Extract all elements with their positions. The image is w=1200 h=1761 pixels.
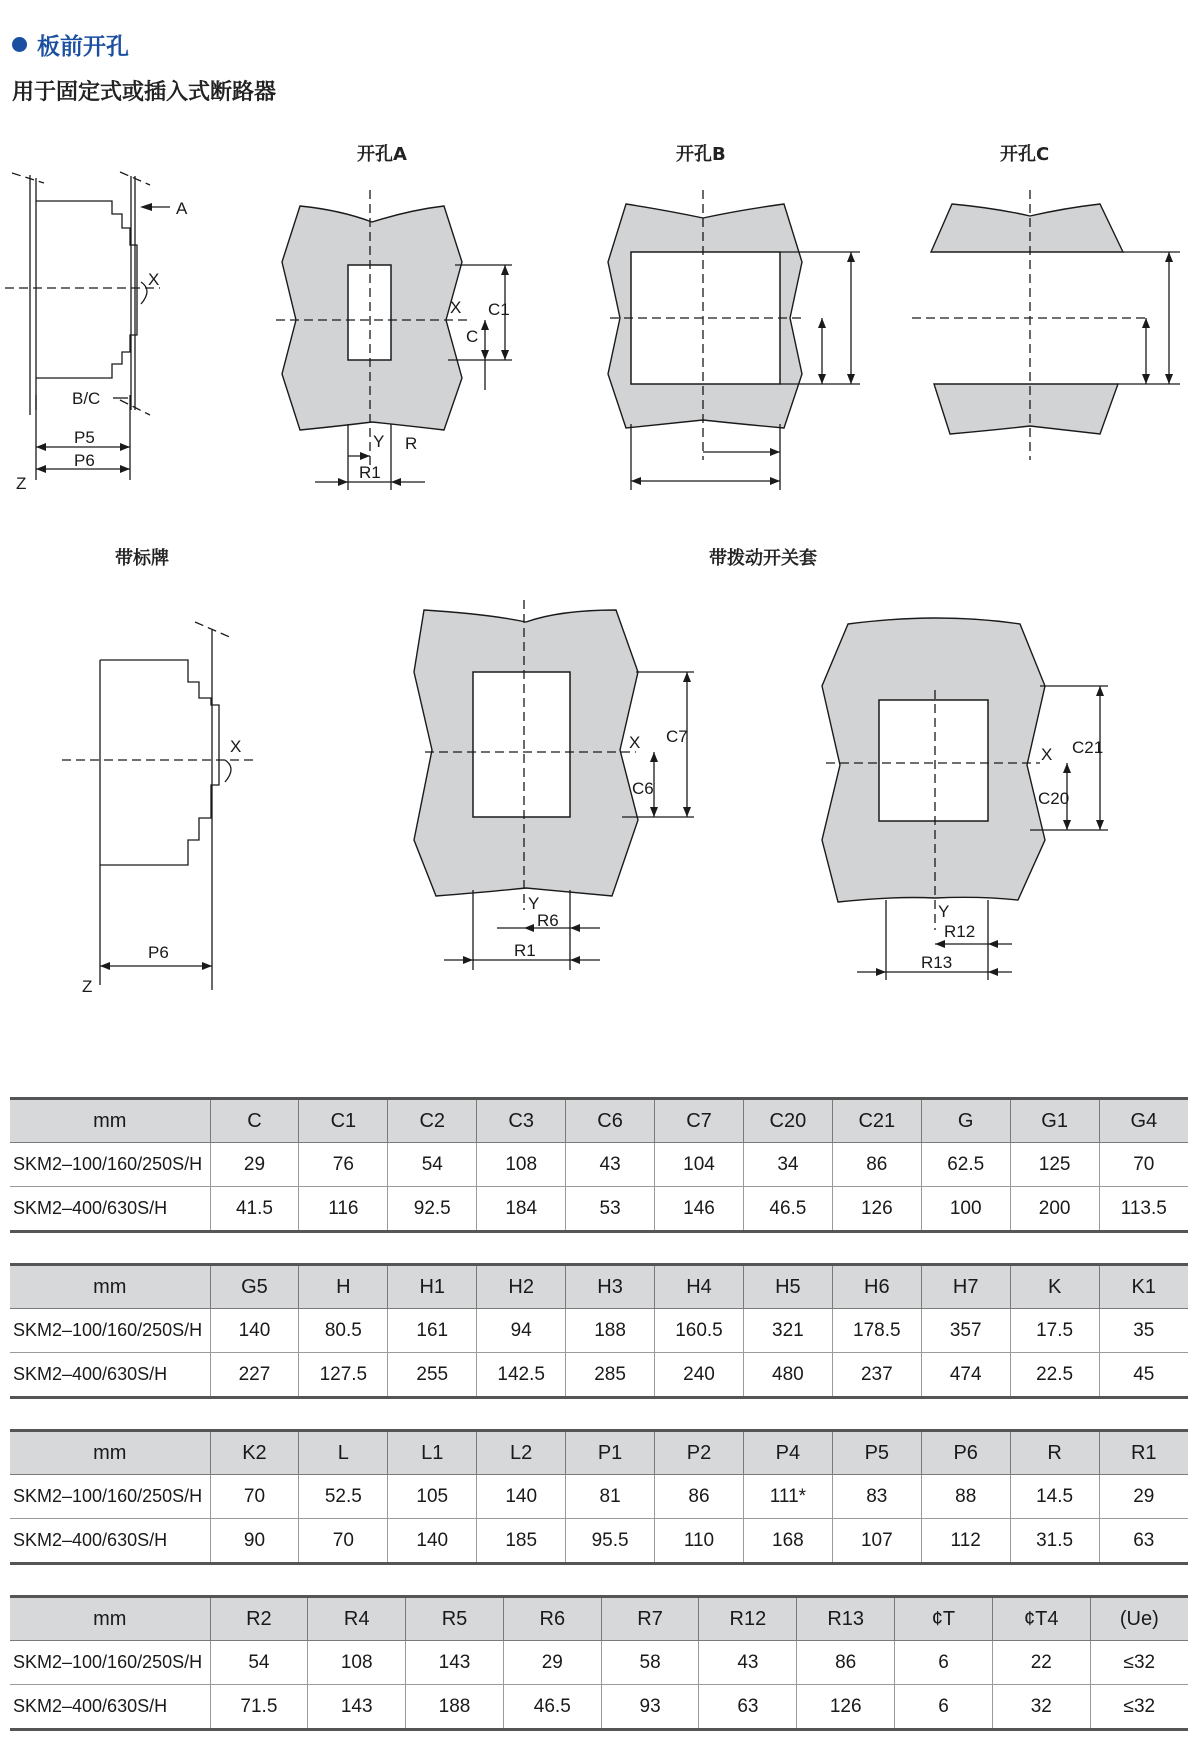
value-cell: 100 [921,1187,1010,1232]
table-header-row [10,1099,1188,1143]
value-cell: 160.5 [655,1309,744,1353]
header-cell: mm [10,1431,210,1475]
header-cell: P5 [832,1431,921,1475]
value-cell: 70 [1099,1143,1188,1187]
header-cell: R12 [699,1597,797,1641]
nameplate-title: 带标牌 [115,548,169,569]
spec-tables [10,1097,1188,1761]
section-subtitle: 用于固定式或插入式断路器 [12,80,277,105]
value-cell: 63 [699,1685,797,1730]
header-cell: L2 [477,1431,566,1475]
label-p6: P6 [74,451,95,470]
header-cell: K1 [1099,1265,1188,1309]
header-cell: H1 [388,1265,477,1309]
model-cell: SKM2–400/630S/H [10,1187,210,1232]
header-cell: R7 [601,1597,699,1641]
value-cell: 357 [921,1309,1010,1353]
header-cell: R6 [503,1597,601,1641]
header-cell: H [299,1265,388,1309]
toggle-left-label-c6: C6 [632,779,654,798]
value-cell: 81 [566,1475,655,1519]
cutout-a-label-r1: R1 [359,463,381,482]
side-view-drawing [5,172,188,493]
table-row [10,1143,1188,1187]
header-cell: R2 [210,1597,308,1641]
value-cell: 140 [210,1309,299,1353]
header-cell: G [921,1099,1010,1143]
value-cell: ≤32 [1090,1641,1188,1685]
value-cell: 200 [1010,1187,1099,1232]
value-cell: 54 [210,1641,308,1685]
table-row [10,1187,1188,1232]
value-cell: 168 [743,1519,832,1564]
value-cell: 140 [388,1519,477,1564]
value-cell: 17.5 [1010,1309,1099,1353]
header-cell: P2 [655,1431,744,1475]
label-p5: P5 [74,428,95,447]
toggle-right-label-r13: R13 [921,953,953,972]
value-cell: 125 [1010,1143,1099,1187]
value-cell: 46.5 [503,1685,601,1730]
toggle-right-label-c21: C21 [1072,738,1104,757]
table-row [10,1685,1188,1730]
table-header-row [10,1431,1188,1475]
header-cell: mm [10,1099,210,1143]
header-cell: C21 [832,1099,921,1143]
model-cell: SKM2–400/630S/H [10,1685,210,1730]
header-cell: mm [10,1265,210,1309]
value-cell: 188 [406,1685,504,1730]
value-cell: 53 [566,1187,655,1232]
value-cell: 29 [210,1143,299,1187]
header-cell: P6 [921,1431,1010,1475]
value-cell: 88 [921,1475,1010,1519]
value-cell: 127.5 [299,1353,388,1398]
value-cell: 184 [477,1187,566,1232]
cutout-a-title: 开孔A [357,144,407,165]
header-cell: H5 [743,1265,832,1309]
value-cell: 43 [566,1143,655,1187]
header-cell: R1 [1099,1431,1188,1475]
value-cell: 188 [566,1309,655,1353]
value-cell: 41.5 [210,1187,299,1232]
header-cell: H6 [832,1265,921,1309]
cutout-c-drawing [912,190,1180,460]
value-cell: 54 [388,1143,477,1187]
cutout-c-title: 开孔C [1000,144,1050,165]
header-cell: C6 [566,1099,655,1143]
header-cell: K2 [210,1431,299,1475]
label-bc: B/C [72,389,101,408]
value-cell: 111* [743,1475,832,1519]
header-cell: L [299,1431,388,1475]
value-cell: 143 [406,1641,504,1685]
value-cell: 227 [210,1353,299,1398]
section-title-text: 板前开孔 [37,34,129,60]
model-cell: SKM2–100/160/250S/H [10,1309,210,1353]
value-cell: 62.5 [921,1143,1010,1187]
cutout-a-label-x: X [450,298,462,317]
header-cell: H2 [477,1265,566,1309]
value-cell: 29 [503,1641,601,1685]
value-cell: 71.5 [210,1685,308,1730]
value-cell: 86 [797,1641,895,1685]
value-cell: 70 [299,1519,388,1564]
value-cell: 52.5 [299,1475,388,1519]
value-cell: 146 [655,1187,744,1232]
value-cell: 255 [388,1353,477,1398]
model-cell: SKM2–400/630S/H [10,1353,210,1398]
value-cell: 6 [895,1641,993,1685]
header-cell: G4 [1099,1099,1188,1143]
header-cell: R4 [308,1597,406,1641]
value-cell: 161 [388,1309,477,1353]
value-cell: 480 [743,1353,832,1398]
value-cell: 29 [1099,1475,1188,1519]
table-header-row [10,1265,1188,1309]
value-cell: 22 [992,1641,1090,1685]
cutout-a-label-c: C [466,327,479,346]
table-row [10,1309,1188,1353]
toggle-right-label-x: X [1041,745,1053,764]
toggle-cover-left-drawing [414,600,694,970]
value-cell: 46.5 [743,1187,832,1232]
label-x: X [148,270,160,289]
value-cell: 140 [477,1475,566,1519]
value-cell: 94 [477,1309,566,1353]
header-cell: H3 [566,1265,655,1309]
header-cell: L1 [388,1431,477,1475]
value-cell: 285 [566,1353,655,1398]
cutout-b-title: 开孔B [676,144,726,165]
value-cell: 93 [601,1685,699,1730]
cutout-a-label-r: R [405,434,418,453]
header-cell: G1 [1010,1099,1099,1143]
toggle-left-label-x: X [629,733,641,752]
value-cell: 76 [299,1143,388,1187]
value-cell: 14.5 [1010,1475,1099,1519]
cutout-b-drawing [608,190,860,490]
value-cell: 108 [477,1143,566,1187]
toggle-right-label-c20: C20 [1038,789,1070,808]
value-cell: 34 [743,1143,832,1187]
header-cell: C [210,1099,299,1143]
toggle-right-label-y: Y [938,902,950,921]
value-cell: 110 [655,1519,744,1564]
model-cell: SKM2–400/630S/H [10,1519,210,1564]
cutout-a-drawing [276,190,512,490]
toggle-left-label-c7: C7 [666,727,688,746]
spec-table-1 [10,1097,1188,1233]
value-cell: 126 [832,1187,921,1232]
toggle-cover-title: 带拨动开关套 [709,548,817,569]
value-cell: 31.5 [1010,1519,1099,1564]
table-row [10,1475,1188,1519]
model-cell: SKM2–100/160/250S/H [10,1143,210,1187]
value-cell: 474 [921,1353,1010,1398]
model-cell: SKM2–100/160/250S/H [10,1641,210,1685]
value-cell: 240 [655,1353,744,1398]
value-cell: 113.5 [1099,1187,1188,1232]
header-cell: C7 [655,1099,744,1143]
label-a: A [176,199,188,218]
value-cell: 95.5 [566,1519,655,1564]
value-cell: 107 [832,1519,921,1564]
toggle-cover-right-drawing [822,618,1108,980]
value-cell: 80.5 [299,1309,388,1353]
value-cell: 70 [210,1475,299,1519]
value-cell: 58 [601,1641,699,1685]
cutout-a-label-c1: C1 [488,300,510,319]
value-cell: 105 [388,1475,477,1519]
nameplate-label-p6: P6 [148,943,169,962]
nameplate-label-z: Z [82,977,93,996]
header-cell: K [1010,1265,1099,1309]
header-cell: ¢T [895,1597,993,1641]
header-cell: R13 [797,1597,895,1641]
header-cell: C1 [299,1099,388,1143]
header-cell: mm [10,1597,210,1641]
value-cell: 142.5 [477,1353,566,1398]
value-cell: 185 [477,1519,566,1564]
header-cell: R5 [406,1597,504,1641]
value-cell: 45 [1099,1353,1188,1398]
header-cell: G5 [210,1265,299,1309]
value-cell: 178.5 [832,1309,921,1353]
value-cell: 143 [308,1685,406,1730]
spec-table-2 [10,1263,1188,1399]
model-cell: SKM2–100/160/250S/H [10,1475,210,1519]
cutout-a-label-y: Y [373,432,385,451]
spec-table-3 [10,1429,1188,1565]
value-cell: 43 [699,1641,797,1685]
header-cell: C20 [743,1099,832,1143]
table-row [10,1519,1188,1564]
value-cell: 237 [832,1353,921,1398]
nameplate-drawing [62,622,255,996]
value-cell: 63 [1099,1519,1188,1564]
toggle-left-label-r1: R1 [514,941,536,960]
label-z: Z [16,474,27,493]
toggle-left-label-y: Y [528,894,540,913]
value-cell: 86 [655,1475,744,1519]
value-cell: 90 [210,1519,299,1564]
header-cell: P4 [743,1431,832,1475]
header-cell: (Ue) [1090,1597,1188,1641]
value-cell: 108 [308,1641,406,1685]
value-cell: 92.5 [388,1187,477,1232]
value-cell: 6 [895,1685,993,1730]
value-cell: 22.5 [1010,1353,1099,1398]
header-cell: H4 [655,1265,744,1309]
value-cell: 104 [655,1143,744,1187]
table-row [10,1641,1188,1685]
header-cell: H7 [921,1265,1010,1309]
header-cell: C3 [477,1099,566,1143]
header-cell: P1 [566,1431,655,1475]
toggle-right-label-r12: R12 [944,922,976,941]
value-cell: 35 [1099,1309,1188,1353]
value-cell: ≤32 [1090,1685,1188,1730]
value-cell: 83 [832,1475,921,1519]
spec-table-4 [10,1595,1188,1731]
value-cell: 86 [832,1143,921,1187]
table-row [10,1353,1188,1398]
header-cell: ¢T4 [992,1597,1090,1641]
header-cell: R [1010,1431,1099,1475]
nameplate-label-x: X [230,737,242,756]
value-cell: 112 [921,1519,1010,1564]
header-cell: C2 [388,1099,477,1143]
table-header-row [10,1597,1188,1641]
toggle-left-label-r6: R6 [537,911,559,930]
value-cell: 126 [797,1685,895,1730]
value-cell: 116 [299,1187,388,1232]
value-cell: 321 [743,1309,832,1353]
value-cell: 32 [992,1685,1090,1730]
